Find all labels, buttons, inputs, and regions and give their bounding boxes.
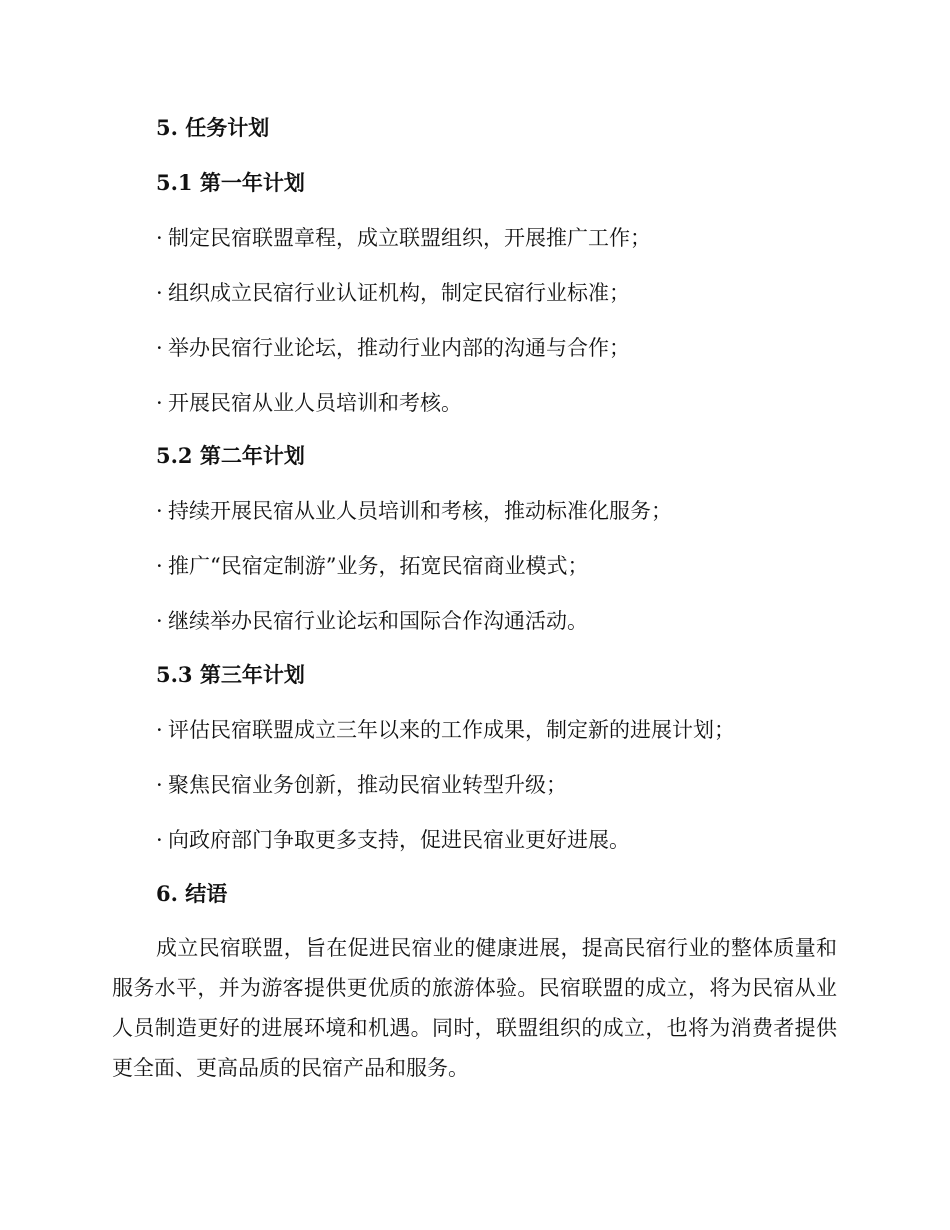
bullet-mark: · [156,336,163,360]
section-5-title: 5. 任务计划 [156,115,270,140]
bullet-mark: · [156,226,163,250]
list-item [156,389,462,417]
section-5-3-title: 5.3 第三年计划 [156,662,305,687]
section-6-title: 6. 结语 [156,881,228,906]
list-item [156,552,588,580]
list-item-text: 组织成立民宿行业认证机构，制定民宿行业标准； [168,281,630,305]
bullet-mark: · [156,828,163,852]
bullet-mark: · [156,773,163,797]
list-item-text: 评估民宿联盟成立三年以来的工作成果，制定新的进展计划； [168,718,735,742]
list-item [156,497,672,525]
bullet-mark: · [156,718,163,742]
list-item [156,279,630,307]
section-5-2-title: 5.2 第二年计划 [156,443,305,468]
bullet-mark: · [156,281,163,305]
list-item [156,826,630,854]
list-item-text: 聚焦民宿业务创新，推动民宿业转型升级； [168,773,567,797]
list-item [156,607,588,635]
list-item [156,771,567,799]
section-5-1-title: 5.1 第一年计划 [156,170,305,195]
list-item [156,716,735,744]
list-item-text: 持续开展民宿从业人员培训和考核，推动标准化服务； [168,499,672,523]
list-item-text: 制定民宿联盟章程，成立联盟组织，开展推广工作； [168,226,651,250]
list-item [156,224,651,252]
list-item-text: 向政府部门争取更多支持，促进民宿业更好进展。 [168,828,630,852]
list-item-text: 开展民宿从业人员培训和考核。 [168,391,462,415]
list-item [156,334,630,362]
list-item-text: 推广“民宿定制游”业务，拓宽民宿商业模式； [168,554,589,578]
bullet-mark: · [156,391,163,415]
list-item-text: 举办民宿行业论坛，推动行业内部的沟通与合作； [168,336,630,360]
bullet-mark: · [156,554,163,578]
conclusion-paragraph: 成立民宿联盟，旨在促进民宿业的健康进展，提高民宿行业的整体质量和服务水平，并为游客提供更优质的旅游体验。民宿联盟的成立，将为民宿从业人员制造更好的进展环境和机遇。同时，联盟组织的成立，也将为消费者提供更全面、更高品质的民宿产品和服务。 [112,936,837,1080]
bullet-mark: · [156,609,163,633]
list-item-text: 继续举办民宿行业论坛和国际合作沟通活动。 [168,609,588,633]
bullet-mark: · [156,499,163,523]
